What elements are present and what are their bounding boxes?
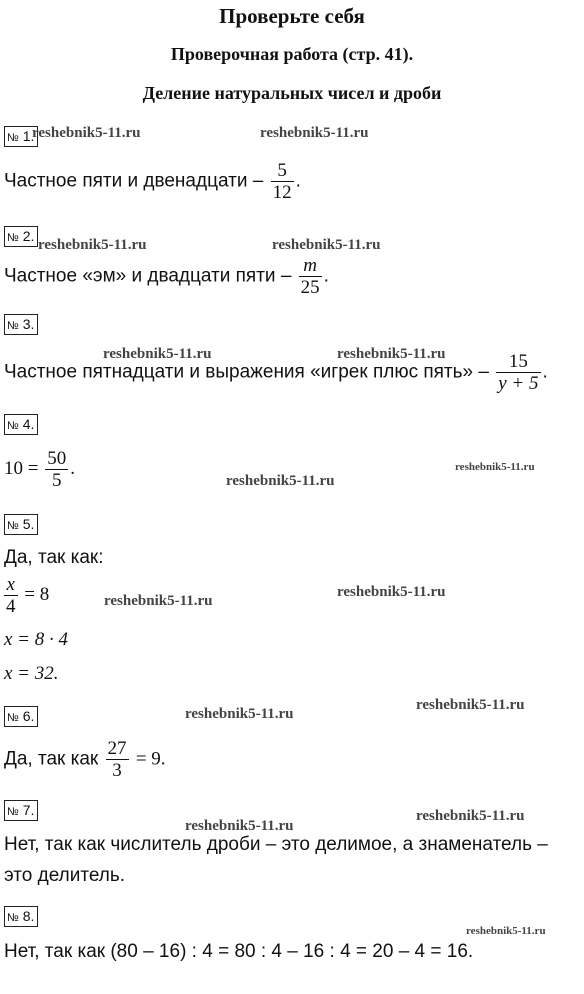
task-5-intro: Да, так как:	[4, 547, 104, 568]
watermark: reshebnik5-11.ru	[226, 473, 335, 489]
watermark: reshebnik5-11.ru	[104, 593, 213, 609]
number-sign: №	[7, 420, 19, 432]
task-4-answer	[4, 448, 75, 491]
denominator: 25	[300, 277, 320, 298]
fraction	[45, 448, 68, 491]
numerator: x	[6, 574, 15, 595]
denominator: 4	[6, 596, 16, 617]
number-sign: №	[7, 806, 19, 818]
number-sign: №	[7, 132, 19, 144]
topic-heading: Деление натуральных чисел и дроби	[142, 83, 442, 103]
task-number: 7.	[22, 802, 35, 818]
task-number: 5.	[22, 516, 35, 532]
fraction	[271, 160, 294, 203]
task-3-answer	[4, 351, 548, 394]
page-subtitle: Проверочная работа (стр. 41).	[170, 44, 414, 64]
watermark: reshebnik5-11.ru	[185, 706, 294, 722]
period: .	[542, 361, 548, 383]
watermark: reshebnik5-11.ru	[38, 237, 147, 253]
watermark: reshebnik5-11.ru	[455, 461, 535, 473]
period: .	[295, 170, 301, 192]
answer-text: Да, так как	[4, 748, 99, 770]
answer-text: Частное пяти и двенадцати –	[4, 170, 264, 192]
watermark: reshebnik5-11.ru	[466, 925, 546, 937]
number-sign: №	[7, 320, 19, 332]
watermark: reshebnik5-11.ru	[416, 808, 525, 824]
equation-rhs: = 9.	[135, 748, 166, 770]
watermark: reshebnik5-11.ru	[260, 125, 369, 141]
task-number: 6.	[22, 708, 35, 724]
task-7-line-2: это делитель.	[4, 865, 126, 886]
answer-text: Частное «эм» и двадцати пяти –	[4, 265, 292, 287]
task-number: 8.	[22, 908, 35, 924]
numerator: 50	[47, 448, 67, 469]
denominator: 3	[106, 759, 129, 781]
number-sign: №	[7, 912, 19, 924]
answer-text: Частное пятнадцати и выражения «игрек плюс пять» –	[4, 361, 489, 383]
period: .	[70, 457, 75, 479]
denominator: y + 5	[498, 373, 539, 394]
numerator: 15	[508, 351, 528, 372]
denominator: 5	[45, 469, 68, 491]
equation-lhs: 10 =	[4, 457, 39, 479]
watermark: reshebnik5-11.ru	[337, 584, 446, 600]
task-5-equation-3: x = 32.	[4, 663, 59, 684]
numerator: 5	[277, 160, 287, 181]
task-badge-6	[4, 706, 38, 727]
task-badge-3	[4, 314, 38, 335]
watermark: reshebnik5-11.ru	[337, 346, 446, 362]
numerator: m	[303, 255, 318, 276]
task-number: 1.	[22, 128, 35, 144]
watermark: reshebnik5-11.ru	[416, 697, 525, 713]
task-5-equation-2: x = 8 · 4	[4, 629, 69, 650]
task-badge-2	[4, 226, 38, 247]
task-number: 3.	[22, 316, 35, 332]
number-sign: №	[7, 712, 19, 724]
denominator: 12	[272, 182, 292, 203]
task-1-answer	[4, 160, 301, 203]
task-7-line-1: Нет, так как числитель дроби – это делимое, а знаменатель –	[4, 834, 548, 855]
task-badge-4	[4, 414, 38, 435]
task-8-answer: Нет, так как (80 – 16) : 4 = 80 : 4 – 16 : 4 = 20 – 4 = 16.	[4, 941, 474, 962]
watermark: reshebnik5-11.ru	[272, 237, 381, 253]
task-badge-5	[4, 514, 38, 535]
page-title: Проверьте себя	[219, 4, 365, 28]
fraction	[299, 255, 322, 298]
watermark: reshebnik5-11.ru	[103, 346, 212, 362]
watermark: reshebnik5-11.ru	[185, 818, 294, 834]
task-number: 2.	[22, 228, 35, 244]
task-6-answer	[4, 738, 166, 781]
fraction	[4, 574, 18, 617]
number-sign: №	[7, 232, 19, 244]
task-5-equation-1	[2, 574, 49, 617]
task-2-answer	[4, 255, 329, 298]
task-badge-8	[4, 906, 38, 927]
equation-rhs: = 8	[24, 583, 50, 605]
period: .	[323, 265, 329, 287]
fraction	[106, 738, 129, 781]
number-sign: №	[7, 520, 19, 532]
fraction	[496, 351, 540, 394]
watermark: reshebnik5-11.ru	[32, 125, 141, 141]
task-badge-7	[4, 800, 38, 821]
task-number: 4.	[22, 416, 35, 432]
numerator: 27	[107, 738, 127, 759]
